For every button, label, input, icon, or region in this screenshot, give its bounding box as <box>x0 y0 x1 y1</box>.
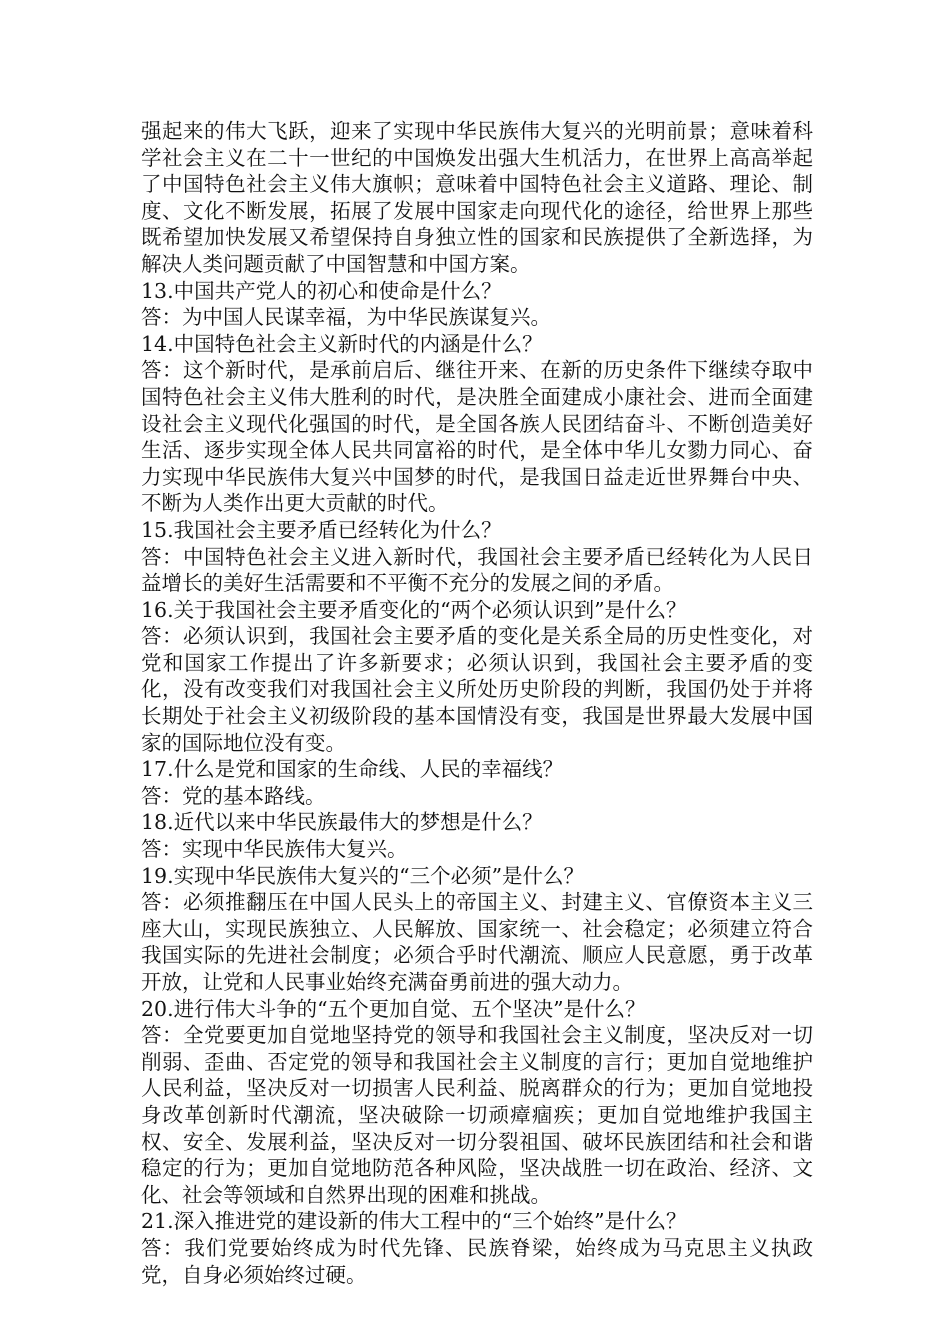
question-19: 19.实现中华民族伟大复兴的“三个必须”是什么？ <box>141 863 585 888</box>
question-15: 15.我国社会主要矛盾已经转化为什么？ <box>141 517 502 542</box>
answer-14: 答：这个新时代，是承前启后、继往开来、在新的历史条件下继续夺取中国特色社会主义伟大胜利的时代，是决胜全面建成小康社会、进而全面建设社会主义现代化强国的时代，是全国各族人民团结奋斗、不断创造美好生活、逐步实现全体人民共同富裕的时代，是全体中华儿女勠力同心、奋力实现中华民族伟大复兴中国梦的时代，是我国日益走近世界舞台中央、不断为人类作出更大贡献的时代。 <box>141 358 813 516</box>
question-14: 14.中国特色社会主义新时代的内涵是什么？ <box>141 331 543 356</box>
question-20: 20.进行伟大斗争的“五个更加自觉、五个坚决”是什么？ <box>141 996 646 1021</box>
answer-17: 答：党的基本路线。 <box>141 783 326 808</box>
question-13: 13.中国共产党人的初心和使命是什么？ <box>141 278 502 303</box>
document-body <box>141 118 813 1288</box>
answer-13: 答：为中国人民谋幸福，为中华民族谋复兴。 <box>141 305 551 330</box>
answer-20: 答：全党要更加自觉地坚持党的领导和我国社会主义制度，坚决反对一切削弱、歪曲、否定党的领导和我国社会主义制度的言行；更加自觉地维护人民利益，坚决反对一切损害人民利益、脱离群众的行为；更加自觉地投身改革创新时代潮流，坚决破除一切顽瘴痼疾；更加自觉地维护我国主权、安全、发展利益，坚决反对一切分裂祖国、破坏民族团结和社会和谐稳定的行为；更加自觉地防范各种风险，坚决战胜一切在政治、经济、文化、社会等领域和自然界出现的困难和挑战。 <box>141 1023 813 1207</box>
answer-16: 答：必须认识到，我国社会主要矛盾的变化是关系全局的历史性变化，对党和国家工作提出了许多新要求；必须认识到，我国社会主要矛盾的变化，没有改变我们对我国社会主义所处历史阶段的判断，我国仍处于并将长期处于社会主义初级阶段的基本国情没有变，我国是世界最大发展中国家的国际地位没有变。 <box>141 624 813 755</box>
intro-paragraph: 强起来的伟大飞跃，迎来了实现中华民族伟大复兴的光明前景；意味着科学社会主义在二十一世纪的中国焕发出强大生机活力，在世界上高高举起了中国特色社会主义伟大旗帜；意味着中国特色社会主义道路、理论、制度、文化不断发展，拓展了发展中国家走向现代化的途径，给世界上那些既希望加快发展又希望保持自身独立性的国家和民族提供了全新选择，为解决人类问题贡献了中国智慧和中国方案。 <box>141 119 813 276</box>
question-16: 16.关于我国社会主要矛盾变化的“两个必须认识到”是什么？ <box>141 597 687 622</box>
answer-15: 答：中国特色社会主义进入新时代，我国社会主要矛盾已经转化为人民日益增长的美好生活需要和不平衡不充分的发展之间的矛盾。 <box>141 544 813 596</box>
question-17: 17.什么是党和国家的生命线、人民的幸福线？ <box>141 757 564 782</box>
question-18: 18.近代以来中华民族最伟大的梦想是什么？ <box>141 810 543 835</box>
question-21: 21.深入推进党的建设新的伟大工程中的“三个始终”是什么？ <box>141 1209 687 1234</box>
answer-21: 答：我们党要始终成为时代先锋、民族脊梁，始终成为马克思主义执政党，自身必须始终过硬。 <box>141 1235 813 1287</box>
answer-18: 答：实现中华民族伟大复兴。 <box>141 837 408 862</box>
answer-19: 答：必须推翻压在中国人民头上的帝国主义、封建主义、官僚资本主义三座大山，实现民族独立、人民解放、国家统一、社会稳定；必须建立符合我国实际的先进社会制度；必须合乎时代潮流、顺应人民意愿，勇于改革开放，让党和人民事业始终充满奋勇前进的强大动力。 <box>141 890 813 994</box>
